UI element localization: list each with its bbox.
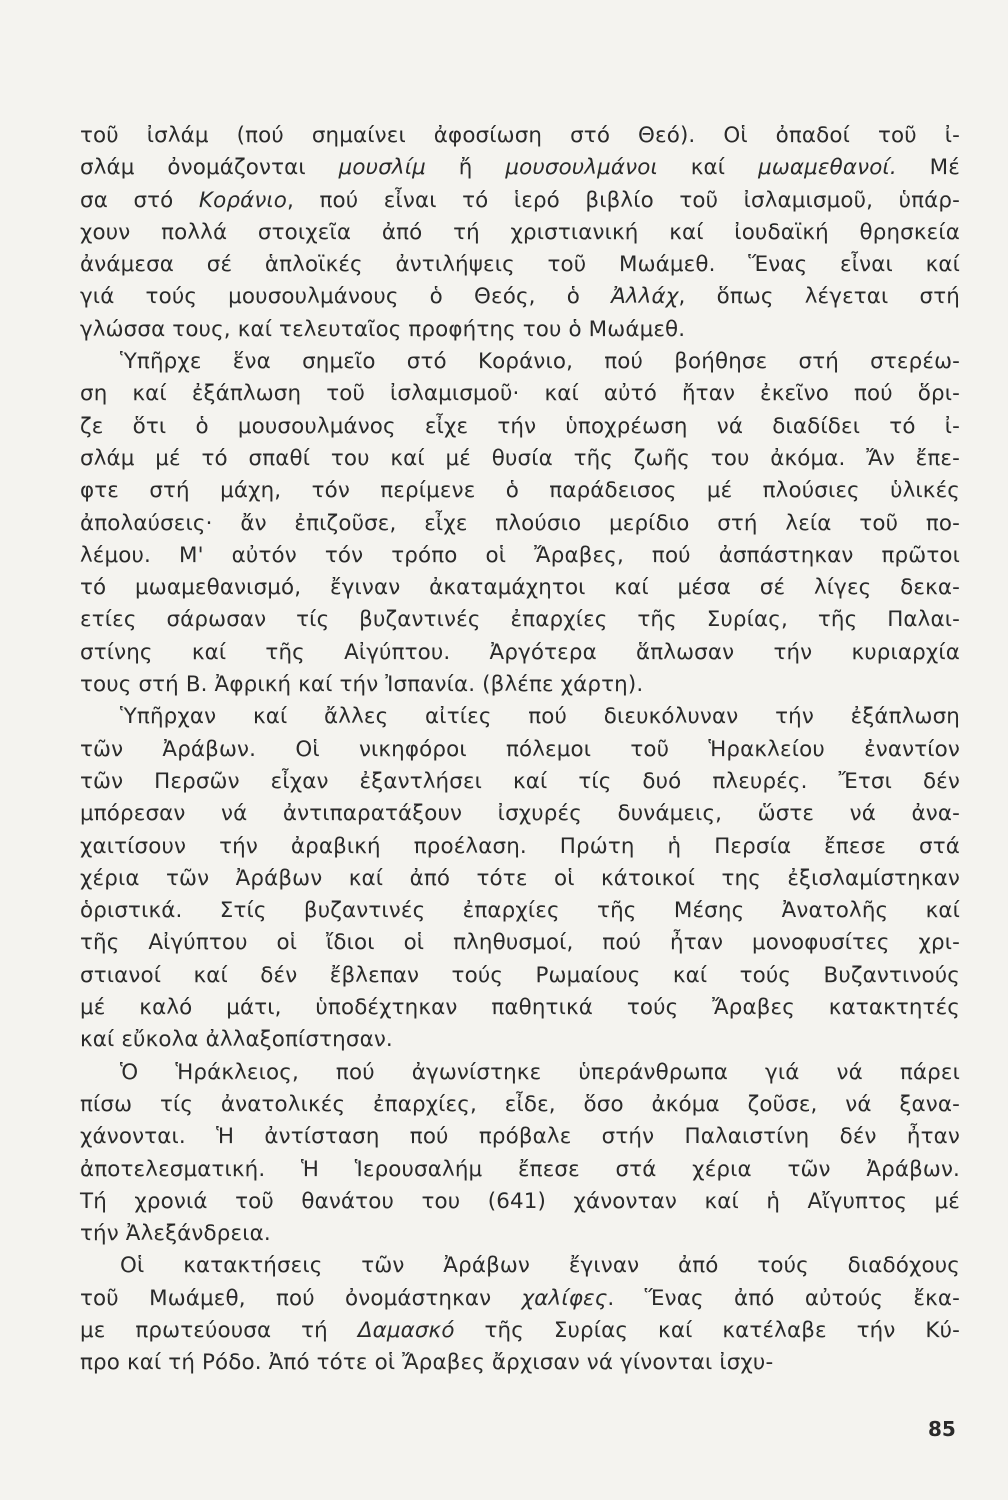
text-run: Οἱ κατακτήσεις τῶν Ἀράβων ἔγιναν ἀπό τούς διαδόχους [120,1253,960,1279]
italic-term: Κοράνιο [198,187,288,213]
text-line [80,734,960,766]
text-line [80,281,960,313]
text-run: Ὑπῆρχε ἕνα σημεῖο στό Κοράνιο, πού βοήθησε στή στερέω- [120,349,960,375]
text-line [80,540,960,572]
text-line [80,1315,960,1347]
italic-term: μωαμεθανοί. [758,155,897,181]
text-run: ἀποτελεσματική. Ἡ Ἱερουσαλήμ ἔπεσε στά χέρια τῶν Ἀράβων. [80,1156,960,1182]
text-line [80,152,960,184]
text-line [80,1250,960,1282]
text-run: στιανοί καί δέν ἔβλεπαν τούς Ρωμαίους καί τούς Βυζαντινούς [80,962,960,988]
text-line [80,1186,960,1218]
text-run: , ὅπως λέγεται στή [678,284,960,310]
paragraph [80,1250,960,1379]
text-line [80,798,960,830]
text-run: ἀνάμεσα σέ ἁπλοϊκές ἀντιλήψεις τοῦ Μωάμεθ. Ἕνας εἶναι καί [80,252,960,278]
text-run: τους στή Β. Ἀφρική καί τήν Ἰσπανία. (βλέπε χάρτη). [80,672,644,698]
text-run: , πού εἶναι τό ἱερό βιβλίο τοῦ ἰσλαμισμοῦ, ὑπάρ- [287,187,960,213]
text-run: χάνονται. Ἡ ἀντίσταση πού πρόβαλε στήν Παλαιστίνη δέν ἦταν [80,1124,960,1150]
paragraph [80,346,960,701]
text-line [80,863,960,895]
text-line [80,604,960,636]
italic-term: Δαμασκό [357,1317,455,1343]
text-line [80,249,960,281]
text-run: τῆς Αἰγύπτου οἱ ἴδιοι οἱ πληθυσμοί, πού ἦταν μονοφυσίτες χρι- [80,930,960,956]
text-run: λέμου. Μ' αὐτόν τόν τρόπο οἱ Ἄραβες, πού ἀσπάστηκαν πρῶτοι [80,542,960,568]
text-line [80,831,960,863]
text-line [80,443,960,475]
text-run: ζε ὅτι ὁ μουσουλμάνος εἶχε τήν ὑποχρέωση νά διαδίδει τό ἰ- [80,413,960,439]
italic-term: μουσουλμάνοι [505,155,658,181]
text-run: Ὁ Ἡράκλειος, πού ἀγωνίστηκε ὑπεράνθρωπα γιά νά πάρει [120,1059,960,1085]
text-run: Ὑπῆρχαν καί ἄλλες αἰτίες πού διευκόλυναν τήν ἐξάπλωση [120,704,960,730]
text-run: τήν Ἀλεξάνδρεια. [80,1221,271,1247]
text-line [80,120,960,152]
text-line [80,1347,960,1379]
text-line [80,1089,960,1121]
text-line [80,637,960,669]
paragraph [80,701,960,1056]
text-line [80,508,960,540]
text-line [80,927,960,959]
text-line [80,960,960,992]
text-run: σλάμ μέ τό σπαθί του καί μέ θυσία τῆς ζωῆς του ἀκόμα. Ἄν ἔπε- [80,445,960,471]
text-run: μέ καλό μάτι, ὑποδέχτηκαν παθητικά τούς Ἄραβες κατακτητές [80,995,960,1021]
text-line [80,669,960,701]
text-line [80,766,960,798]
text-run: μπόρεσαν νά ἀντιπαρατάξουν ἰσχυρές δυνάμεις, ὥστε νά ἀνα- [80,801,960,827]
text-run: Τή χρονιά τοῦ θανάτου του (641) χάνονταν καί ἡ Αἴγυπτος μέ [80,1188,960,1214]
text-line [80,378,960,410]
paragraph [80,1057,960,1251]
italic-term: Ἀλλάχ [611,284,679,310]
page-number: 85 [928,1417,956,1441]
text-line [80,475,960,507]
text-run: τῆς Συρίας καί κατέλαβε τήν Κύ- [454,1317,960,1343]
text-run: σα στό [80,187,199,213]
text-run: ἀπολαύσεις· ἄν ἐπιζοῦσε, εἶχε πλούσιο μερίδιο στή λεία τοῦ πο- [80,510,960,536]
text-run: πίσω τίς ἀνατολικές ἐπαρχίες, εἶδε, ὅσο ἀκόμα ζοῦσε, νά ξανα- [80,1091,960,1117]
text-line [80,1024,960,1056]
text-run: τοῦ Μωάμεθ, πού ὀνομάστηκαν [80,1285,522,1311]
italic-term: χαλίφες [521,1285,608,1311]
text-run: φτε στή μάχη, τόν περίμενε ὁ παράδεισος μέ πλούσιες ὑλικές [80,478,960,504]
text-line [80,1218,960,1250]
text-line [80,314,960,346]
text-run: γλώσσα τους, καί τελευταῖος προφήτης του ὁ Μωάμεθ. [80,316,686,342]
text-line [80,1121,960,1153]
text-run: χέρια τῶν Ἀράβων καί ἀπό τότε οἱ κάτοικοί της ἐξισλαμίστηκαν [80,865,960,891]
text-run: τοῦ ἰσλάμ (πού σημαίνει ἀφοσίωση στό Θεό). Οἱ ὀπαδοί τοῦ ἰ- [80,123,960,148]
text-run: ση καί ἐξάπλωση τοῦ ἰσλαμισμοῦ· καί αὐτό ἤταν ἐκεῖνο πού ὅρι- [80,381,960,407]
text-line [80,895,960,927]
text-run: καί εὔκολα ἀλλαξοπίστησαν. [80,1027,393,1053]
text-run: σλάμ ὀνομάζονται [80,155,339,181]
paragraph [80,120,960,346]
text-run: με πρωτεύουσα τή [80,1317,358,1343]
text-run: χαιτίσουν τήν ἀραβική προέλαση. Πρώτη ἡ Περσία ἔπεσε στά [80,833,960,859]
text-run: τό μωαμεθανισμό, ἔγιναν ἀκαταμάχητοι καί μέσα σέ λίγες δεκα- [80,575,960,601]
text-run: χουν πολλά στοιχεῖα ἀπό τή χριστιανική καί ἰουδαϊκή θρησκεία [80,219,960,245]
body-text [80,120,960,1380]
text-line [80,701,960,733]
text-line [80,992,960,1024]
text-run: . Ἕνας ἀπό αὐτούς ἔκα- [607,1285,960,1311]
text-run: καί [657,155,759,181]
text-line [80,346,960,378]
text-run: ἤ [425,155,506,181]
text-run: γιά τούς μουσουλμάνους ὁ Θεός, ὁ [80,284,612,310]
text-run: ὁριστικά. Στίς βυζαντινές ἐπαρχίες τῆς Μέσης Ἀνατολῆς καί [80,898,960,924]
text-line [80,217,960,249]
text-line [80,1283,960,1315]
text-line [80,1057,960,1089]
italic-term: μουσλίμ [338,155,426,181]
text-run: ετίες σάρωσαν τίς βυζαντινές ἐπαρχίες τῆς Συρίας, τῆς Παλαι- [80,607,960,633]
text-run: τῶν Ἀράβων. Οἱ νικηφόροι πόλεμοι τοῦ Ἡρακλείου ἐναντίον [80,736,960,762]
text-run: τῶν Περσῶν εἶχαν ἐξαντλήσει καί τίς δυό πλευρές. Ἔτσι δέν [80,768,960,794]
text-run: Μέ [896,155,960,181]
text-line [80,572,960,604]
text-run: στίνης καί τῆς Αἰγύπτου. Ἀργότερα ἅπλωσαν τήν κυριαρχία [80,639,960,665]
text-line [80,411,960,443]
text-line [80,185,960,217]
text-run: προ καί τή Ρόδο. Ἀπό τότε οἱ Ἄραβες ἄρχισαν νά γίνονται ἰσχυ- [80,1350,774,1376]
text-line [80,1154,960,1186]
